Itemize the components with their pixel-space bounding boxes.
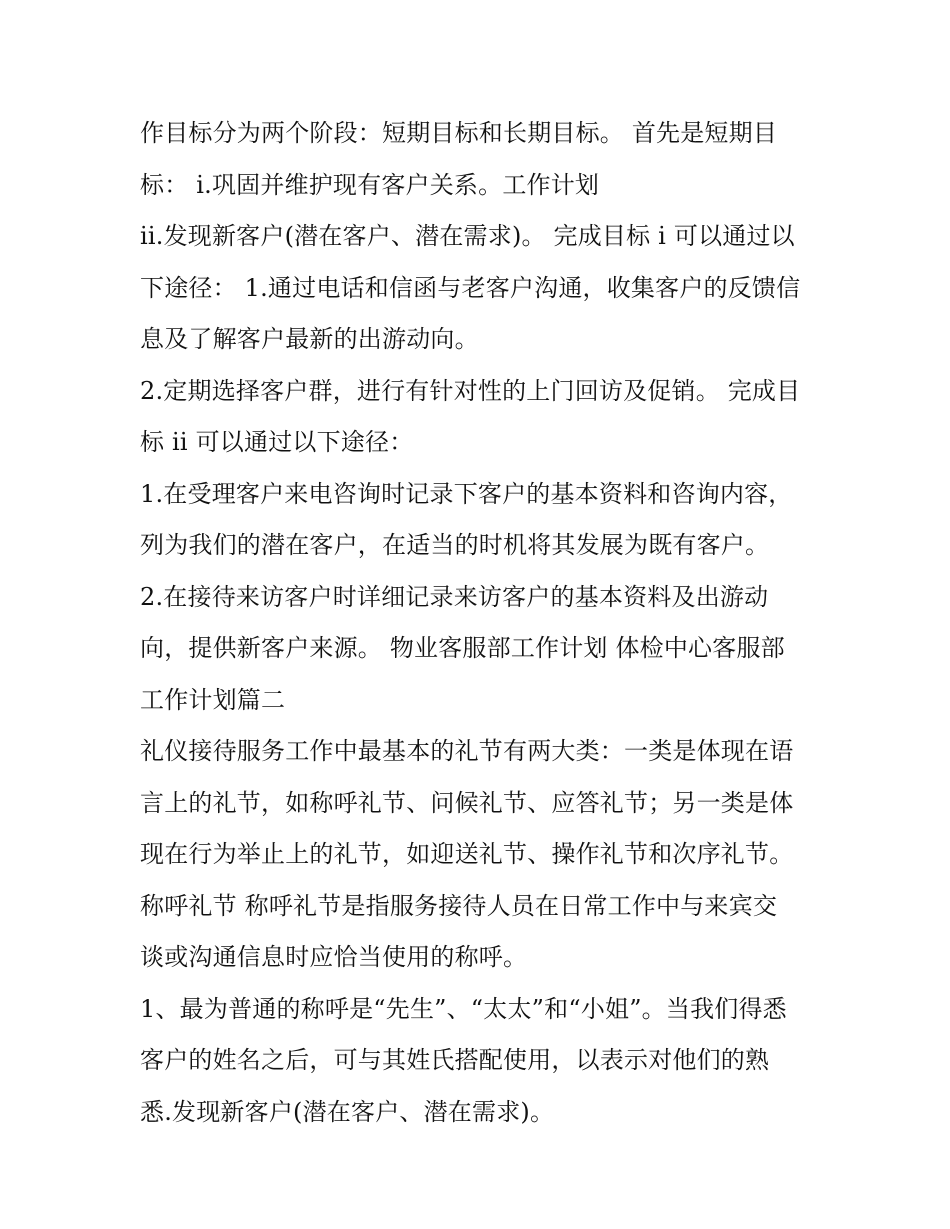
text-line: 作目标分为两个阶段：短期目标和长期目标。 首先是短期目 xyxy=(140,119,778,147)
text-line: 悉.发现新客户(潜在客户、潜在需求)。 xyxy=(140,1097,555,1126)
text-line: 1.在受理客户来电咨询时记录下客户的基本资料和咨询内容， xyxy=(140,479,793,508)
text-line: 标： i.巩固并维护现有客户关系。工作计划 xyxy=(140,170,600,199)
text-line: 客户的姓名之后，可与其姓氏搭配使用，以表示对他们的熟 xyxy=(140,1046,770,1074)
text-line: 息及了解客户最新的出游动向。 xyxy=(140,325,479,353)
text-line: 2.定期选择客户群，进行有针对性的上门回访及促销。 完成目 xyxy=(140,376,801,405)
document-body xyxy=(140,108,820,1138)
text-line: 下途径： 1.通过电话和信函与老客户沟通，收集客户的反馈信 xyxy=(140,273,801,302)
text-line: 礼仪接待服务工作中最基本的礼节有两大类：一类是体现在语 xyxy=(140,737,794,765)
text-line: 称呼礼节 称呼礼节是指服务接待人员在日常工作中与来宾交 xyxy=(140,891,778,920)
text-line: 标 ii 可以通过以下途径： xyxy=(140,428,414,456)
text-line: 2.在接待来访客户时详细记录来访客户的基本资料及出游动 xyxy=(140,582,769,611)
text-line: 工作计划篇二 xyxy=(140,685,286,714)
text-line: ii.发现新客户(潜在客户、潜在需求)。 完成目标 i 可以通过以 xyxy=(140,222,795,250)
text-line: 1、最为普通的称呼是“先生”、“太太”和“小姐”。当我们得悉 xyxy=(140,994,787,1023)
text-line: 列为我们的潜在客户，在适当的时机将其发展为既有客户。 xyxy=(140,531,770,559)
text-line: 现在行为举止上的礼节，如迎送礼节、操作礼节和次序礼节。 xyxy=(140,840,794,868)
text-line: 谈或沟通信息时应恰当使用的称呼。 xyxy=(140,943,528,971)
text-line: 言上的礼节，如称呼礼节、问候礼节、应答礼节；另一类是体 xyxy=(140,788,794,817)
text-line: 向，提供新客户来源。 物业客服部工作计划 体检中心客服部 xyxy=(140,634,785,662)
